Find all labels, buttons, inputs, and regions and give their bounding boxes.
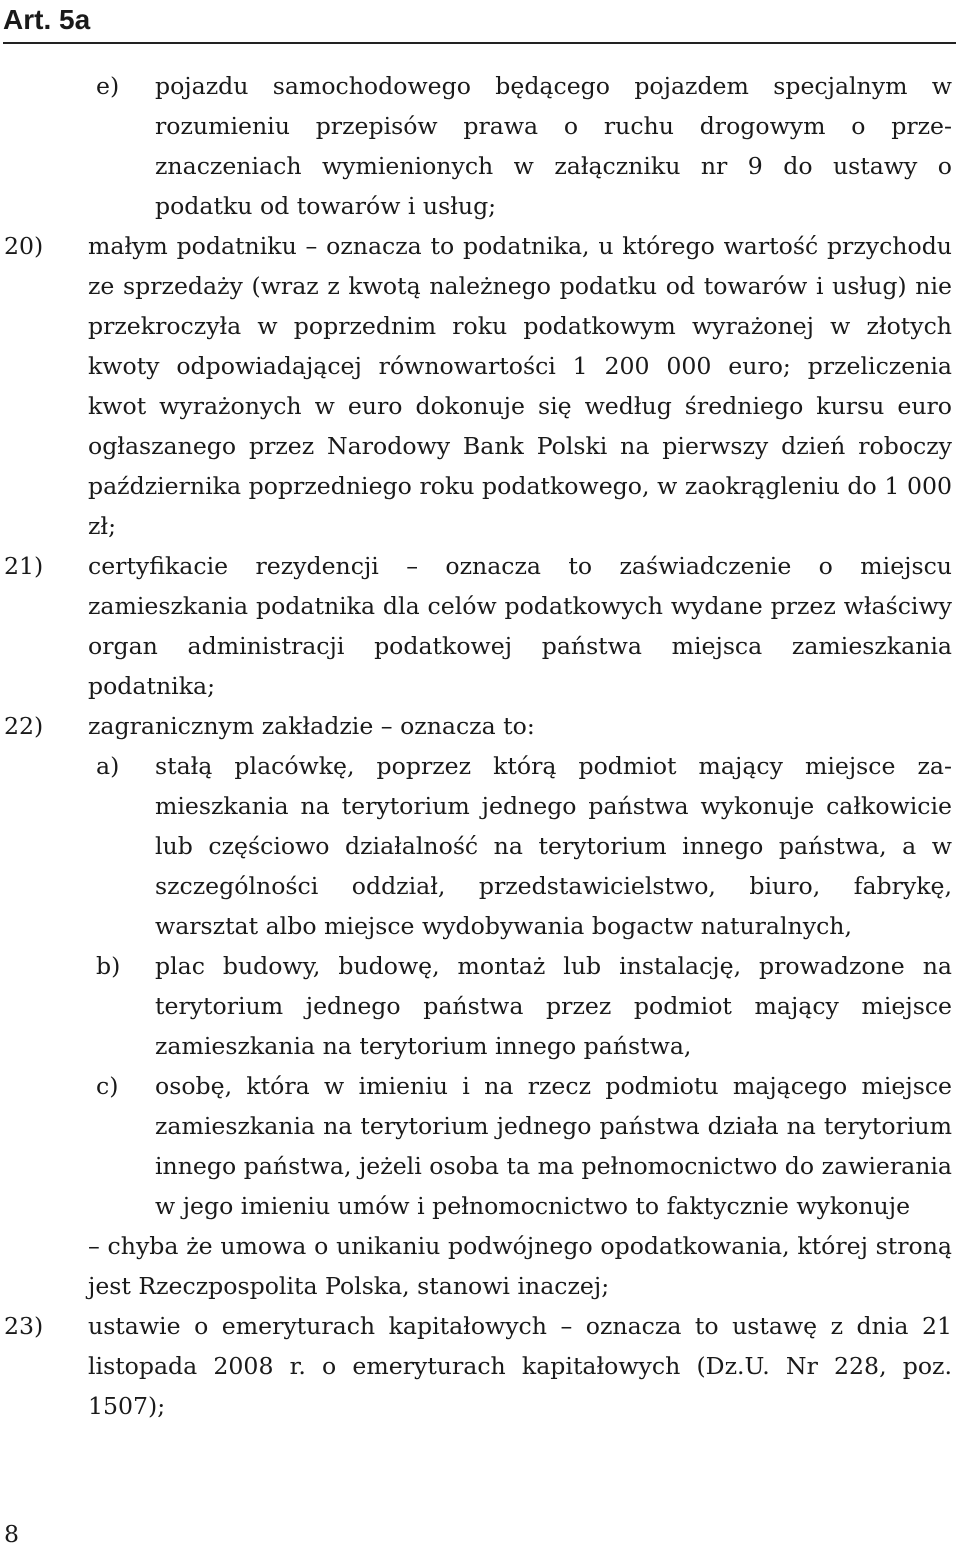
item-text: ustawie o emeryturach kapitałowych – oznacza to ustawę z dnia 21 listopada 2008 r. o emeryturach kapitałowych (Dz.U. Nr 228, poz. 1507);	[88, 1312, 952, 1420]
list-item-a	[0, 746, 960, 946]
item-text: zagranicznym zakładzie – oznacza to:	[88, 712, 535, 740]
item-number: b)	[96, 952, 121, 980]
item-number: 20)	[4, 232, 44, 260]
page-number: 8	[4, 1520, 20, 1548]
item-text: certyfikacie rezydencji – oznacza to zaświadczenie o miejscu zamieszkania podatnika dla celów podatkowych wydane przez właściwy organ administracji podatkowej państwa miejsca zamieszkania podatnika;	[88, 552, 952, 700]
definition-21	[0, 546, 960, 706]
article-heading: Art. 5a	[3, 4, 91, 35]
page-header	[3, 0, 956, 44]
document-body	[0, 66, 960, 1426]
item-text: stałą placówkę, poprzez którą podmiot mający miejsce zamieszkania na terytorium jednego państwa wykonuje całkowicie lub częściowo działalność na terytorium innego państwa, a w szczególności oddział, przedstawicielstwo, biuro, fabrykę, warsztat albo miejsce wydobywania bogactw naturalnych,	[155, 752, 952, 940]
item-number: 22)	[4, 712, 44, 740]
list-item-c	[0, 1066, 960, 1226]
item-number: c)	[96, 1072, 119, 1100]
list-item-e	[0, 66, 960, 226]
item-text: małym podatniku – oznacza to podatnika, u którego wartość przychodu ze sprzedaży (wraz z kwotą należnego podatku od towarów i usług) nie przekroczyła w poprzednim roku podatkowym wyrażonej w złotych kwoty odpowiadającej równowartości 1 200 000 euro; przeliczenia kwot wyrażonych w euro dokonuje się według średniego kursu euro ogłaszanego przez Narodowy Bank Polski na pierwszy dzień roboczy października poprzedniego roku podatkowego, w zaokrągleniu do 1 000 zł;	[88, 232, 952, 540]
definition-20	[0, 226, 960, 546]
item-text: osobę, która w imieniu i na rzecz podmiotu mającego miejsce zamieszkania na terytorium jednego państwa działa na terytorium innego państwa, jeżeli osoba ta ma pełnomocnictwo do zawierania w jego imieniu umów i pełnomocnictwo to faktycznie wykonuje	[155, 1072, 952, 1220]
item-text: plac budowy, budowę, montaż lub instalację, prowadzone na terytorium jednego państwa przez podmiot mający miejsce zamieszkania na terytorium innego państwa,	[155, 952, 952, 1060]
definition-22	[0, 706, 960, 746]
item-number: 23)	[4, 1312, 44, 1340]
item-number: 21)	[4, 552, 44, 580]
item-number: a)	[96, 752, 120, 780]
list-item-b	[0, 946, 960, 1066]
item-text: pojazdu samochodowego będącego pojazdem specjalnym w rozumieniu przepisów prawa o ruchu drogowym o przeznaczeniach wymienionych w załączniku nr 9 do ustawy o podatku od towarów i usług;	[155, 72, 952, 220]
closing-clause: – chyba że umowa o unikaniu podwójnego opodatkowania, której stroną jest Rzeczpospolita Polska, stanowi inaczej;	[88, 1232, 952, 1300]
definition-23	[0, 1306, 960, 1426]
item-number: e)	[96, 72, 120, 100]
